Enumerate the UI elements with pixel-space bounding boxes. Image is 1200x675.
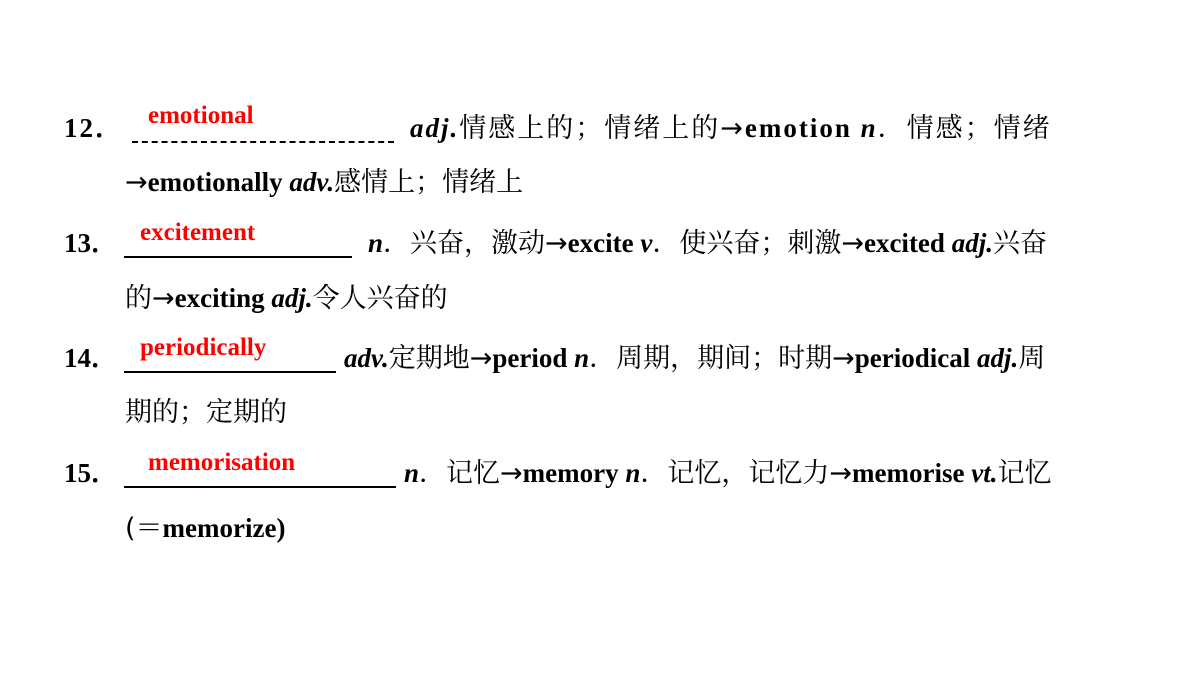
chinese-gloss: ．兴奋，激动→ <box>383 228 568 259</box>
related-word: memorise <box>852 458 965 488</box>
answer-text: emotional <box>148 102 254 129</box>
chinese-gloss: 期的；定期的 <box>125 397 287 428</box>
chinese-gloss: 记忆 <box>997 458 1052 489</box>
chinese-gloss: 情感上的；情绪上的→ <box>459 113 745 144</box>
related-word: period <box>492 343 568 373</box>
answer-blank[interactable] <box>124 371 336 373</box>
chinese-gloss: 周 <box>1018 343 1046 374</box>
chinese-gloss: ．记忆，记忆力→ <box>640 458 853 489</box>
related-word: periodical <box>854 343 971 373</box>
answer-blank[interactable] <box>124 486 396 488</box>
answer-blank[interactable] <box>132 141 394 143</box>
chinese-gloss: ．周期，期间；时期→ <box>589 343 855 374</box>
related-word: memorize <box>162 513 277 543</box>
chinese-gloss: ．情感；情绪 <box>877 113 1052 144</box>
part-of-speech: n <box>574 343 590 373</box>
related-word: exciting <box>174 283 265 313</box>
part-of-speech: n <box>368 228 384 258</box>
part-of-speech: adv. <box>344 343 389 373</box>
chinese-gloss: 定期地→ <box>388 343 493 374</box>
part-of-speech: n <box>625 458 641 488</box>
definition-continuation <box>125 278 448 319</box>
definition-text <box>410 108 1052 149</box>
part-of-speech: adj. <box>977 343 1019 373</box>
closing-paren: ) <box>276 513 286 543</box>
related-word: excite <box>567 228 634 258</box>
chinese-gloss: 兴奋 <box>992 228 1047 259</box>
related-word: memory <box>522 458 619 488</box>
part-of-speech: adj. <box>951 228 993 258</box>
answer-text: memorisation <box>148 449 296 476</box>
part-of-speech: n <box>860 113 878 143</box>
chinese-gloss: ．使兴奋；刺激→ <box>652 228 864 259</box>
related-word: excited <box>863 228 945 258</box>
chinese-gloss: (＝ <box>125 513 163 544</box>
part-of-speech: vt. <box>971 458 998 488</box>
definition-text <box>404 453 1051 494</box>
related-word: emotion <box>744 113 852 143</box>
part-of-speech: n <box>404 458 420 488</box>
answer-text: excitement <box>140 219 256 246</box>
part-of-speech: adj. <box>410 113 460 143</box>
item-number: 13． <box>64 228 118 258</box>
chinese-gloss: 令人兴奋的 <box>312 283 448 314</box>
answer-text: periodically <box>140 334 267 361</box>
item-number: 14． <box>64 343 118 373</box>
item-number: 15． <box>64 458 118 488</box>
part-of-speech: adv. <box>289 167 335 197</box>
chinese-gloss: 的→ <box>125 283 175 314</box>
definition-continuation <box>125 392 287 433</box>
definition-text <box>344 338 1045 379</box>
part-of-speech: adj. <box>271 283 313 313</box>
arrow-text: → <box>125 167 148 198</box>
definition-text <box>368 223 1047 264</box>
definition-continuation <box>125 162 523 203</box>
chinese-gloss: ．记忆→ <box>419 458 523 489</box>
related-word: emotionally <box>147 167 283 197</box>
part-of-speech: v <box>640 228 653 258</box>
answer-blank[interactable] <box>124 256 352 258</box>
definition-continuation <box>125 508 285 549</box>
chinese-gloss: 感情上；情绪上 <box>334 167 524 198</box>
item-number: 12． <box>64 113 124 143</box>
